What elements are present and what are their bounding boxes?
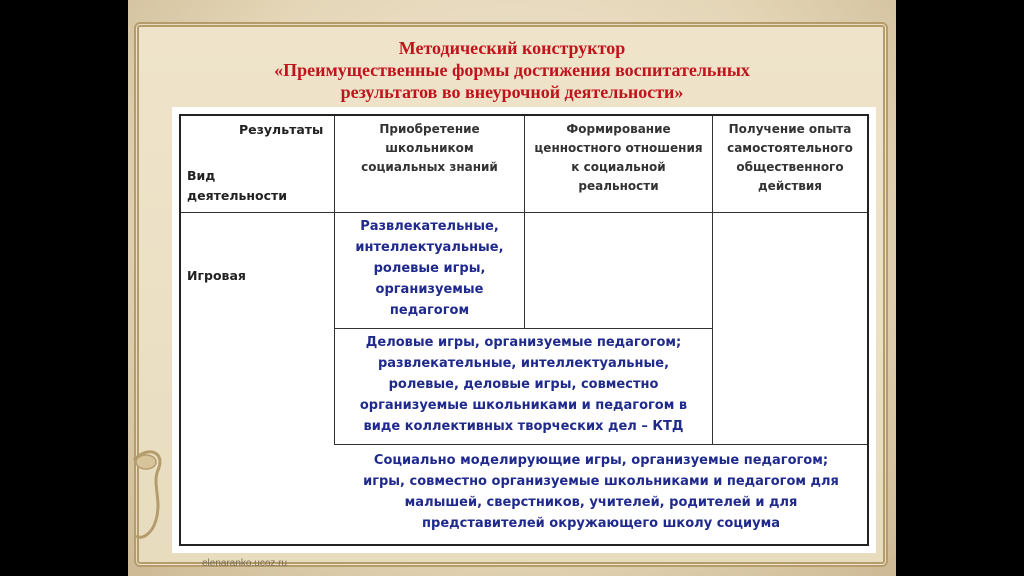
background-handwriting-decoration bbox=[128, 0, 896, 20]
title-line-2: «Преимущественные формы достижения воспитательных bbox=[274, 60, 750, 80]
level-1-content bbox=[335, 216, 524, 321]
footer-site-url: elenaranko.ucoz.ru bbox=[202, 558, 288, 569]
slide-title bbox=[178, 37, 846, 103]
slide bbox=[128, 0, 896, 576]
level-1-line-5: педагогом bbox=[389, 303, 470, 318]
level-3-line-1: Социально моделирующие игры, организуемые педагогом; bbox=[373, 453, 829, 468]
level-2-line-4: организуемые школьниками и педагогом в bbox=[359, 398, 688, 413]
level-3-line-3: малышей, сверстников, учителей, родителей и для bbox=[404, 495, 798, 510]
header-3-line-4: действия bbox=[757, 179, 822, 193]
header-3-line-1: Получение опыта bbox=[728, 122, 852, 136]
header-2-line-1: Формирование bbox=[566, 122, 671, 136]
header-1-line-2: школьником bbox=[385, 141, 474, 155]
header-1-line-3: социальных знаний bbox=[361, 160, 498, 174]
level-3-line-4: представителей окружающего школу социума bbox=[422, 516, 780, 531]
header-2-line-4: реальности bbox=[578, 179, 659, 193]
corner-activity-label bbox=[187, 166, 327, 206]
header-2-line-3: к социальной bbox=[571, 160, 666, 174]
title-line-3: результатов во внеурочной деятельности» bbox=[340, 82, 684, 102]
header-level-2 bbox=[525, 120, 712, 196]
row-label-game: Игровая bbox=[187, 268, 246, 283]
corner-activity-line-2: деятельности bbox=[187, 188, 288, 203]
header-level-1 bbox=[335, 120, 524, 177]
title-line-1: Методический конструктор bbox=[398, 38, 626, 58]
scroll-ornament-icon bbox=[128, 440, 172, 550]
table-panel bbox=[172, 107, 876, 553]
header-3-line-2: самостоятельного bbox=[727, 141, 853, 155]
level-1-line-3: ролевые игры, bbox=[373, 261, 486, 276]
header-2-line-2: ценностного отношения bbox=[534, 141, 703, 155]
level-2-line-3: ролевые, деловые игры, совместно bbox=[388, 377, 659, 392]
level-3-line-2: игры, совместно организуемые школьниками и педагогом для bbox=[363, 474, 839, 489]
header-3-line-3: общественного bbox=[736, 160, 844, 174]
level-1-line-2: интеллектуальные, bbox=[355, 240, 504, 255]
level-2-line-1: Деловые игры, организуемые педагогом; bbox=[365, 335, 682, 350]
level-2-content bbox=[335, 332, 712, 437]
header-1-line-1: Приобретение bbox=[379, 122, 480, 136]
level-3-content bbox=[335, 450, 867, 534]
constructor-table bbox=[179, 114, 869, 546]
level-1-line-1: Развлекательные, bbox=[360, 219, 499, 234]
level-1-line-4: организуемые bbox=[375, 282, 484, 297]
corner-results-label: Результаты bbox=[239, 122, 324, 137]
level-2-line-2: развлекательные, интеллектуальные, bbox=[377, 356, 670, 371]
level-2-line-5: виде коллективных творческих дел – КТД bbox=[363, 419, 684, 434]
header-level-3 bbox=[713, 120, 867, 196]
corner-activity-line-1: Вид bbox=[187, 168, 216, 183]
